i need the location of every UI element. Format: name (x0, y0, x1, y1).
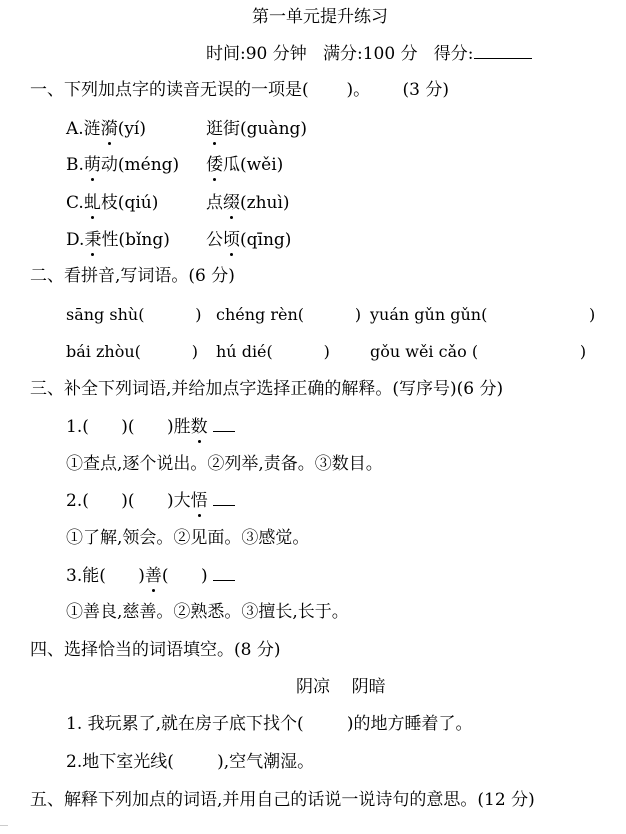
q2-stem: 二、看拼音,写词语。(6 分) (30, 266, 235, 286)
q5-stem: 五、解释下列加点的词语,并用自己的话说一说诗句的意思。(12 分) (30, 790, 535, 810)
q3-item-1-options: ①查点,逐个说出。②列举,责备。③数目。 (66, 454, 383, 474)
q2-item-chengren[interactable]: chéng rèn( ) (216, 305, 362, 324)
q3-stem: 三、补全下列词语,并给加点字选择正确的解释。(写序号)(6 分) (30, 379, 504, 399)
q3-item-2-options: ①了解,领会。②见面。③感觉。 (66, 528, 310, 548)
q4-word-choices: 阴凉 阴暗 (296, 677, 386, 697)
full-score: 满分:100 分 (322, 44, 418, 64)
q3-item-2[interactable]: 2.( )( )大悟 (66, 490, 235, 512)
exam-info (206, 42, 532, 65)
page-corner-mark (0, 825, 8, 834)
q3-item-3[interactable]: 3.能( )善( ) (66, 565, 235, 587)
score-blank[interactable] (474, 42, 532, 59)
q2-item-sangshu[interactable]: sāng shù( ) (66, 305, 202, 324)
q1-points: (3 分) (402, 80, 450, 100)
q4-stem: 四、选择恰当的词语填空。(8 分) (30, 640, 281, 660)
q1-option-b[interactable]: B.萌动(méng) (66, 155, 180, 175)
q1-option-a[interactable]: A.涟漪(yí) (66, 119, 146, 139)
q4-sentence-2[interactable]: 2.地下室光线( ),空气潮湿。 (66, 752, 315, 772)
q2-item-hudie[interactable]: hú dié( ) (216, 342, 330, 361)
q1-option-a-word2: 逛街(guàng) (206, 119, 308, 139)
q1-option-c-word2: 点缀(zhuì) (206, 193, 290, 213)
q3-item-1[interactable]: 1.( )( )胜数 (66, 416, 235, 438)
q3-item-3-options: ①善良,慈善。②熟悉。③擅长,长于。 (66, 602, 349, 622)
q4-sentence-1[interactable]: 1. 我玩累了,就在房子底下找个( )的地方睡着了。 (66, 714, 473, 734)
page-title: 第一单元提升练习 (252, 7, 388, 27)
q2-item-yuangungun[interactable]: yuán gǔn gǔn( ) (370, 305, 596, 324)
time-limit: 时间:90 分钟 (206, 44, 307, 64)
q1-stem: 一、下列加点字的读音无误的一项是( )。 (3 分) (30, 80, 450, 100)
q2-item-gouweicao[interactable]: gǒu wěi cǎo ( ) (370, 342, 587, 361)
score-label: 得分: (433, 44, 474, 64)
q1-option-d[interactable]: D.秉性(bǐng) (66, 230, 170, 250)
q2-item-baizhou[interactable]: bái zhòu( ) (66, 342, 198, 361)
q1-option-c[interactable]: C.虬枝(qiú) (66, 193, 159, 213)
q1-option-b-word2: 倭瓜(wěi) (206, 155, 284, 175)
q1-option-d-word2: 公顷(qīng) (206, 230, 292, 250)
